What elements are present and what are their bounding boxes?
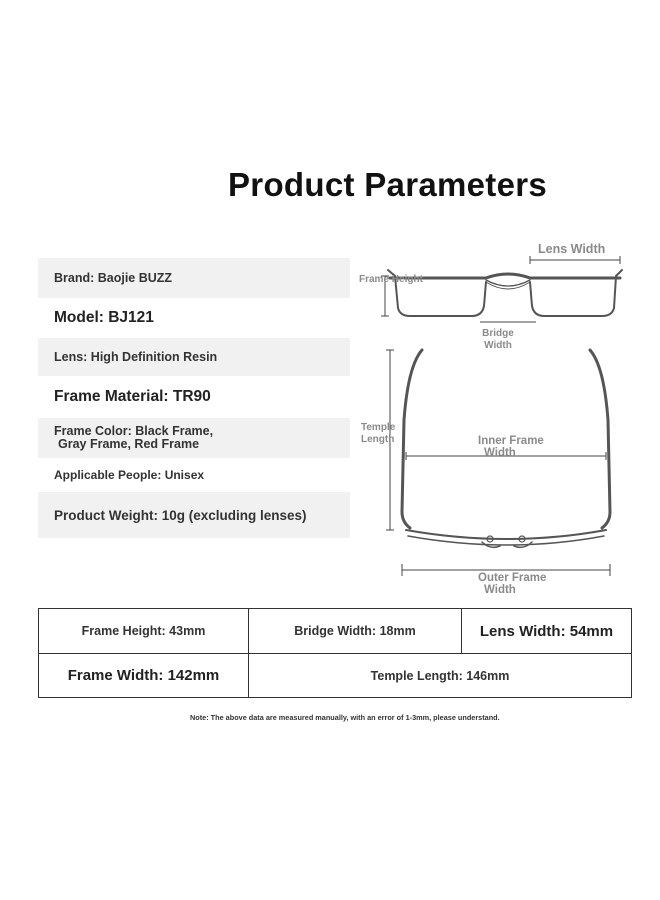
param-frame-material: Frame Material: TR90 <box>54 388 211 405</box>
cell-bridge-width: Bridge Width: 18mm <box>248 608 462 654</box>
glasses-drawing <box>350 230 650 610</box>
label-inner-frame-width <box>478 435 544 459</box>
label-bridge-width <box>480 328 516 352</box>
cell-temple-length: Temple Length: 146mm <box>248 653 632 698</box>
param-frame-color-line-2: Gray Frame, Red Frame <box>58 437 200 451</box>
cell-frame-height: Frame Height: 43mm <box>38 608 249 654</box>
glasses-diagram <box>350 230 650 610</box>
label-lens-width: Lens Width <box>538 242 606 256</box>
label-bridge-width-line-2: Width <box>484 340 512 351</box>
label-inner-frame-width-line-1: Inner Frame <box>478 435 544 447</box>
param-frame-color-line-1: Frame Color: Black Frame, <box>54 424 214 438</box>
cell-lens-width: Lens Width: 54mm <box>461 608 632 654</box>
measurement-note: Note: The above data are measured manually, with an error of 1-3mm, please understand. <box>190 713 500 722</box>
label-temple-length-line-2: Length <box>361 434 395 445</box>
param-product-weight: Product Weight: 10g (excluding lenses) <box>38 492 350 538</box>
label-outer-frame-width <box>478 572 546 596</box>
label-frame-height: Frame Height <box>359 274 423 285</box>
label-outer-frame-width-line-1: Outer Frame <box>478 572 547 584</box>
label-temple-length <box>361 422 395 446</box>
param-lens: Lens: High Definition Resin <box>38 338 350 376</box>
cell-frame-width: Frame Width: 142mm <box>38 653 249 698</box>
param-applicable-people: Applicable People: Unisex <box>54 468 205 482</box>
param-frame-color <box>38 418 350 458</box>
label-bridge-width-line-1: Bridge <box>482 328 514 339</box>
param-brand: Brand: Baojie BUZZ <box>38 258 350 298</box>
param-model: Model: BJ121 <box>54 309 154 326</box>
label-outer-frame-width-line-2: Width <box>484 584 516 596</box>
label-inner-frame-width-line-2: Width <box>484 447 516 459</box>
page-title: Product Parameters <box>228 166 548 203</box>
label-temple-length-line-1: Temple <box>361 422 396 433</box>
measurements-table <box>38 608 632 698</box>
